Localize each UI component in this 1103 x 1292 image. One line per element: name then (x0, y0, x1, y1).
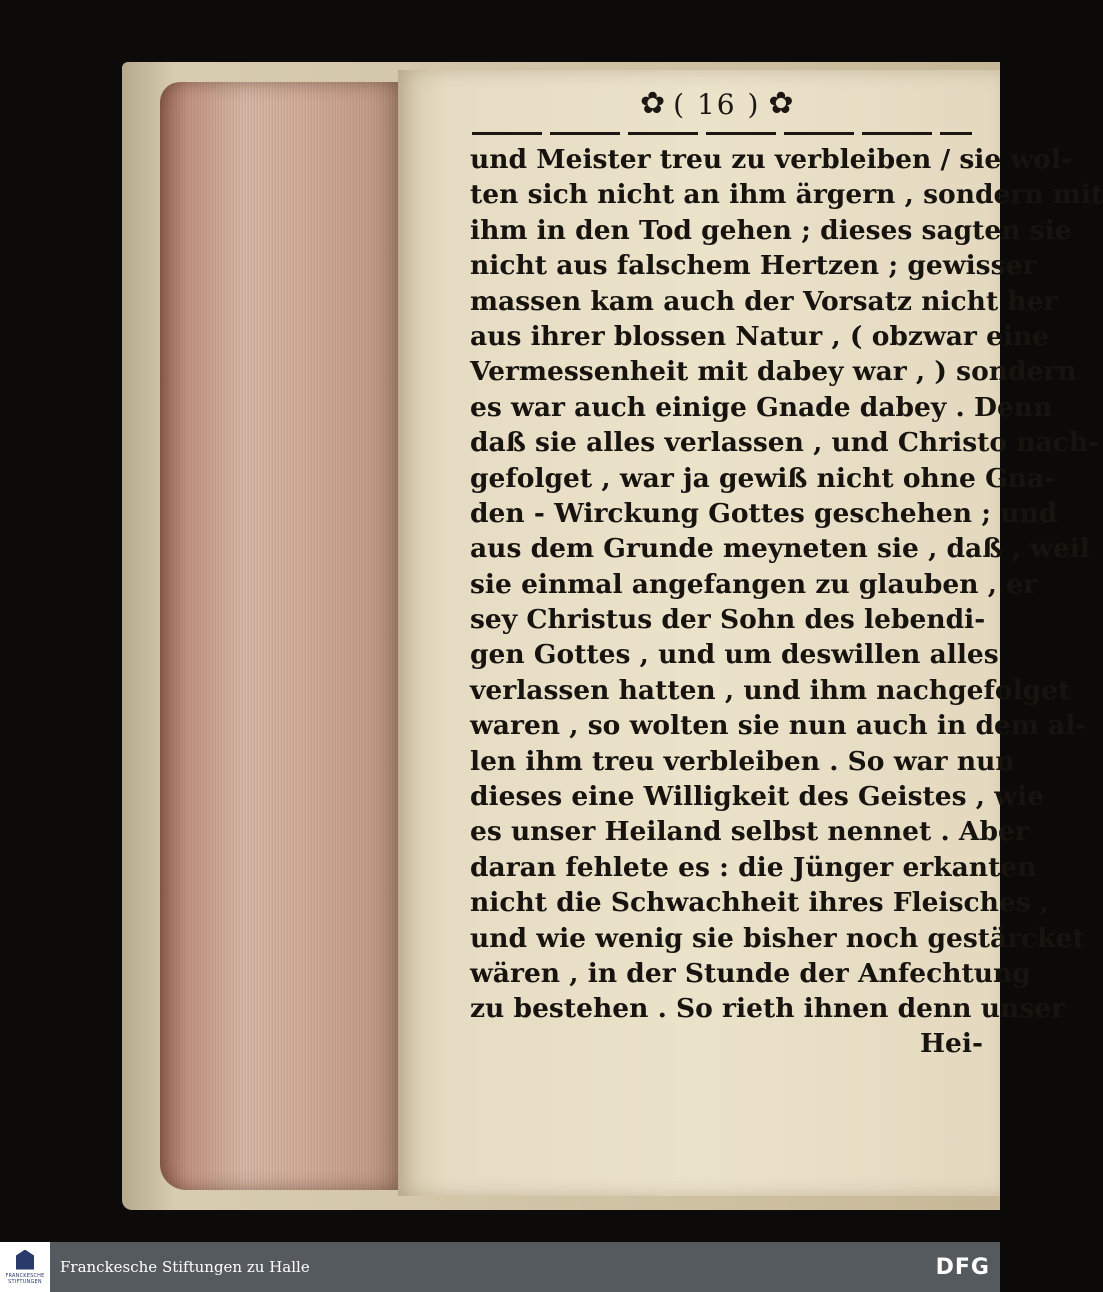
dfg-logo[interactable]: DFG (935, 1254, 990, 1280)
text-line: zu bestehen . So rieth ihnen denn unser (470, 993, 1066, 1025)
institution-name: Franckesche Stiftungen zu Halle (60, 1258, 310, 1276)
page-number: ( 16 ) (673, 87, 761, 121)
text-line: dieses eine Willigkeit des Geistes , wie (470, 781, 1044, 813)
text-line: nicht die Schwachheit ihres Fleisches , (470, 887, 1050, 919)
text-line: ihm in den Tod gehen ; dieses sagten sie (470, 214, 1072, 246)
franckesche-stiftungen-logo[interactable] (0, 1242, 50, 1292)
footer-bar (0, 1242, 1000, 1292)
text-line: daß sie alles verlassen , und Christo nach- (470, 427, 1100, 459)
text-line: waren , so wolten sie nun auch in dem al- (470, 710, 1087, 742)
text-line: Vermessenheit mit dabey war , ) sondern (470, 356, 1077, 388)
text-line: len ihm treu verbleiben . So war nun (470, 745, 1015, 777)
building-icon (16, 1250, 34, 1270)
text-line: es unser Heiland selbst nennet . Aber (470, 816, 1029, 848)
body-text (470, 142, 1103, 1027)
logo-text-line-2: STIFTUNGEN (8, 1278, 42, 1285)
text-line: aus dem Grunde meyneten sie , daß , weil (470, 533, 1090, 565)
text-line: und wie wenig sie bisher noch gestärcket (470, 922, 1085, 954)
text-line: gen Gottes , und um deswillen alles (470, 639, 999, 671)
flower-ornament-right-icon: ✿ (768, 86, 794, 121)
text-line: ten sich nicht an ihm ärgern , sondern mit (470, 179, 1103, 211)
text-line: nicht aus falschem Hertzen ; gewisser (470, 250, 1037, 282)
logo-text (5, 1273, 44, 1285)
text-line: den - Wirckung Gottes geschehen ; und (470, 497, 1058, 529)
logo-text-line-1: FRANCKESCHE (5, 1272, 45, 1279)
text-line: verlassen hatten , und ihm nachgefolget (470, 674, 1071, 706)
page-fore-edge (160, 82, 400, 1190)
page-header (640, 82, 840, 126)
text-line: es war auch einige Gnade dabey . Denn (470, 391, 1053, 423)
text-line: massen kam auch der Vorsatz nicht her (470, 285, 1058, 317)
text-line: aus ihrer blossen Natur , ( obzwar eine (470, 320, 1050, 352)
text-line: wären , in der Stunde der Anfechtung (470, 957, 1031, 989)
flower-ornament-left-icon: ✿ (640, 86, 666, 121)
text-line: sey Christus der Sohn des lebendi- (470, 604, 986, 636)
header-rule (472, 132, 972, 135)
text-line: daran fehlete es : die Jünger erkanten (470, 851, 1037, 883)
text-line: sie einmal angefangen zu glauben , er (470, 568, 1038, 600)
catchword: Hei- (920, 1028, 983, 1059)
text-line: gefolget , war ja gewiß nicht ohne Gna- (470, 462, 1056, 494)
text-line: und Meister treu zu verbleiben / sie wol- (470, 144, 1073, 175)
